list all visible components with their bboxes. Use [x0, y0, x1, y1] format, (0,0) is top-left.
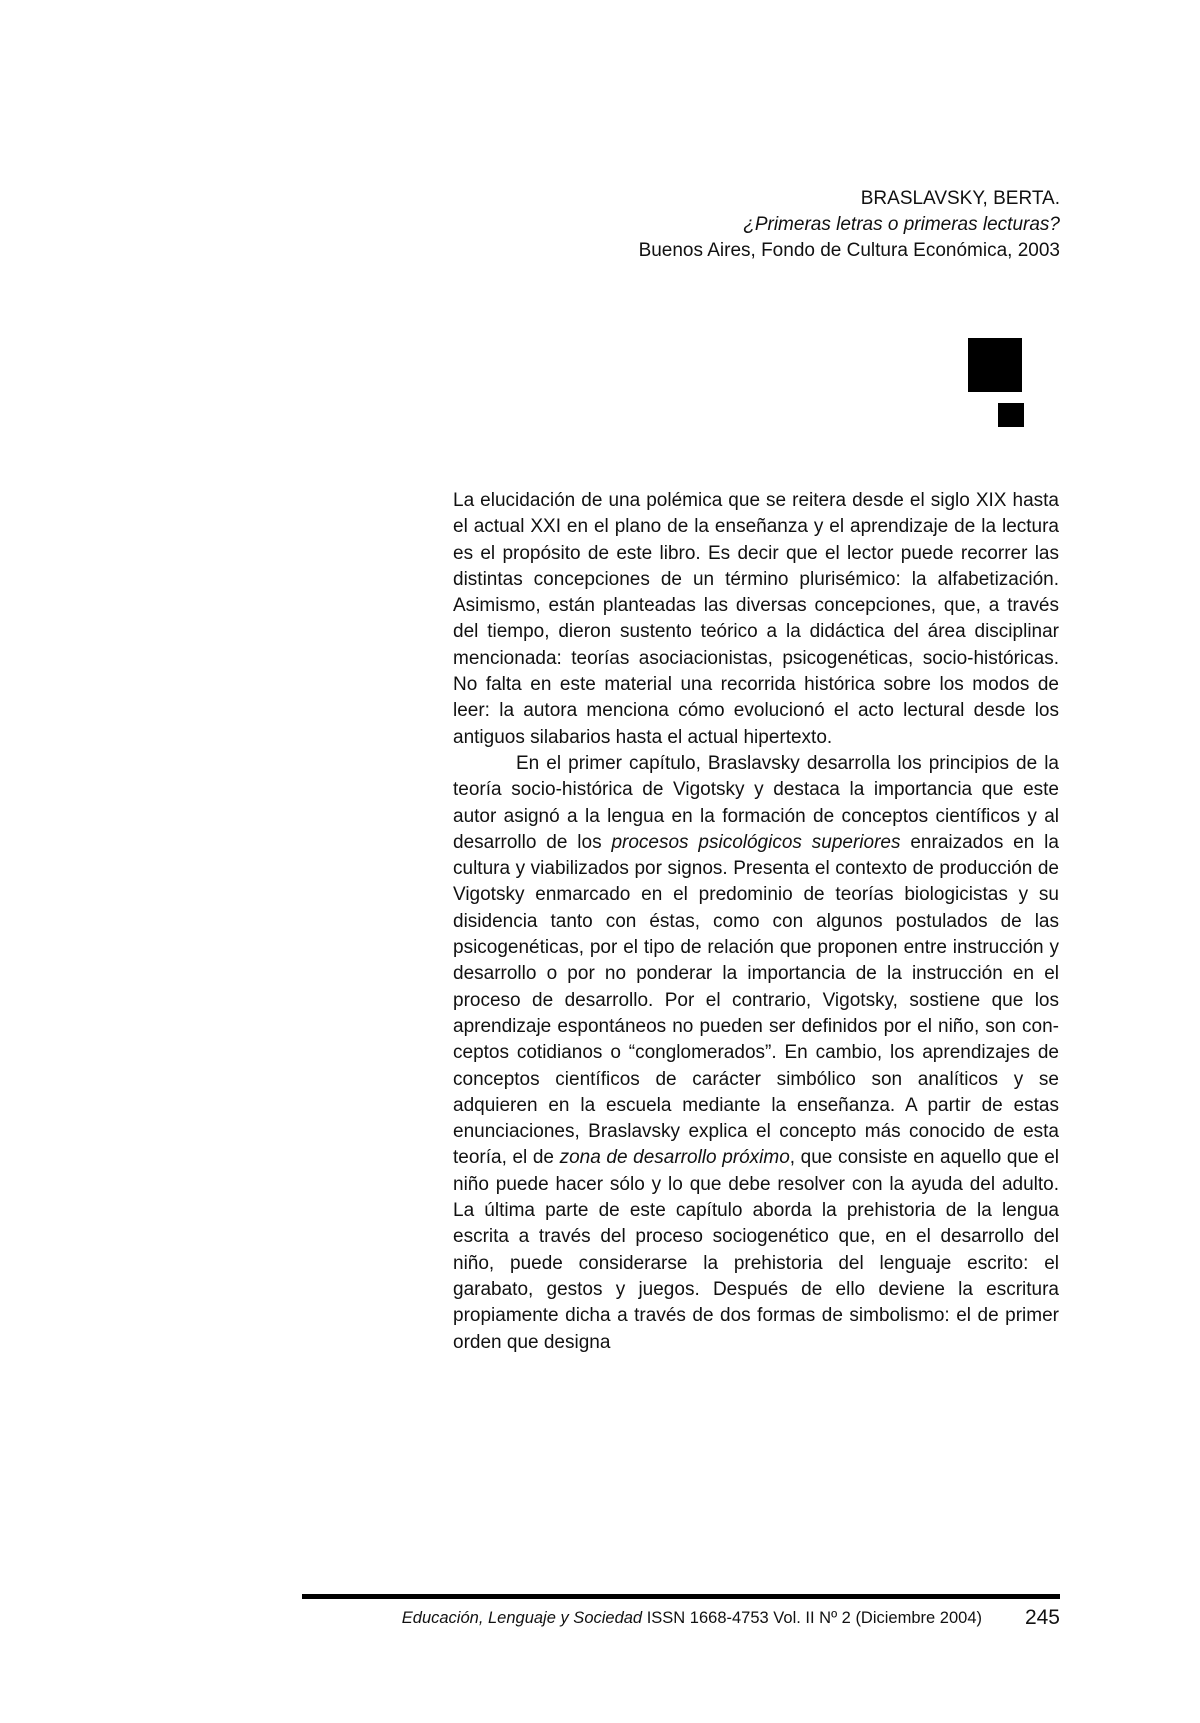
page-footer [302, 1603, 1060, 1633]
paragraph-2-part-b: enraizados en la cultura y viabilizados por signos. Presenta el contexto de producción de Vigotsky enmarcado en el predominio de teorías biologicistas y su disidencia tanto con éstas, como con algunos postulados de las psicogenéticas, por el tipo de relación que proponen entre instrucción y desarrollo o por no ponderar la importancia de la instrucción en el proceso de desarrollo. Por el contrario, Vigotsky, sostiene que los aprendizaje espontáneos no pueden ser definidos por el niño, son conceptos cotidianos o “conglomerados”. En cambio, los aprendizajes de conceptos científicos de carácter simbólico son analíticos y se adquieren en la escuela mediante la enseñanza. A partir de estas enunciaciones, Braslavsky explica el concepto más conocido de esta teoría, el de [453, 831, 1059, 1169]
journal-name: Educación, Lenguaje y Sociedad [401, 1609, 643, 1627]
book-title: ¿Primeras letras o primeras lecturas? [743, 214, 1060, 235]
paragraph-2 [453, 751, 1059, 1356]
journal-issn: ISSN 1668-4753 Vol. II Nº 2 (Diciembre 2004) [642, 1609, 982, 1627]
book-publisher: Buenos Aires, Fondo de Cultura Económica, 2003 [638, 240, 1060, 261]
decorative-square-large [968, 338, 1022, 392]
review-body [453, 488, 1059, 1356]
paragraph-2-part-c: , que consiste en aquello que el niño puede hacer sólo y lo que debe resolver con la ayuda del adulto. La última parte de este capítulo aborda la prehistoria de la lengua escrita a través del proceso sociogenético que, en el desarrollo del niño, puede considerarse la prehistoria del lenguaje escrito: el garabato, gestos y juegos. Después de ello deviene la escritura propiamente dicha a través de dos formas de simbolismo: el de primer orden que designa [453, 1147, 1059, 1353]
paragraph-2-part-a: En el primer capítulo, Braslavsky desarrolla los principios de la teoría socio-histórica de Vigotsky y destaca la importancia que este autor asignó a la lengua en la formación de conceptos científicos y al desarrollo de los [453, 752, 1059, 853]
paragraph-2-emphasis-1: procesos psicológicos superiores [611, 831, 901, 853]
paragraph-1: La elucidación de una polémica que se reitera desde el siglo XIX hasta el actual XXI en el plano de la enseñanza y el aprendizaje de la lectura es el propósito de este libro. Es decir que el lector puede recorrer las distintas concepciones de un término plurisémico: la alfabetización. Asimismo, están planteadas las diversas concepciones, que, a través del tiempo, dieron sustento teórico a la didáctica del área disciplinar mencionada: teorías asociacionistas, psicogenéticas, socio-históricas. No falta en este material una recorrida histórica sobre los modos de leer: la autora menciona cómo evolucionó el acto lectural desde los antiguos silabarios hasta el actual hipertexto. [453, 490, 1059, 748]
footer-rule [302, 1594, 1060, 1599]
paragraph-2-emphasis-2: zona de desarrollo próximo [559, 1147, 790, 1169]
page-number: 245 [1024, 1606, 1060, 1629]
decorative-square-small [998, 403, 1024, 427]
book-reference [639, 186, 1060, 264]
journal-citation [402, 1603, 982, 1633]
book-author: BRASLAVSKY, BERTA. [860, 188, 1060, 209]
